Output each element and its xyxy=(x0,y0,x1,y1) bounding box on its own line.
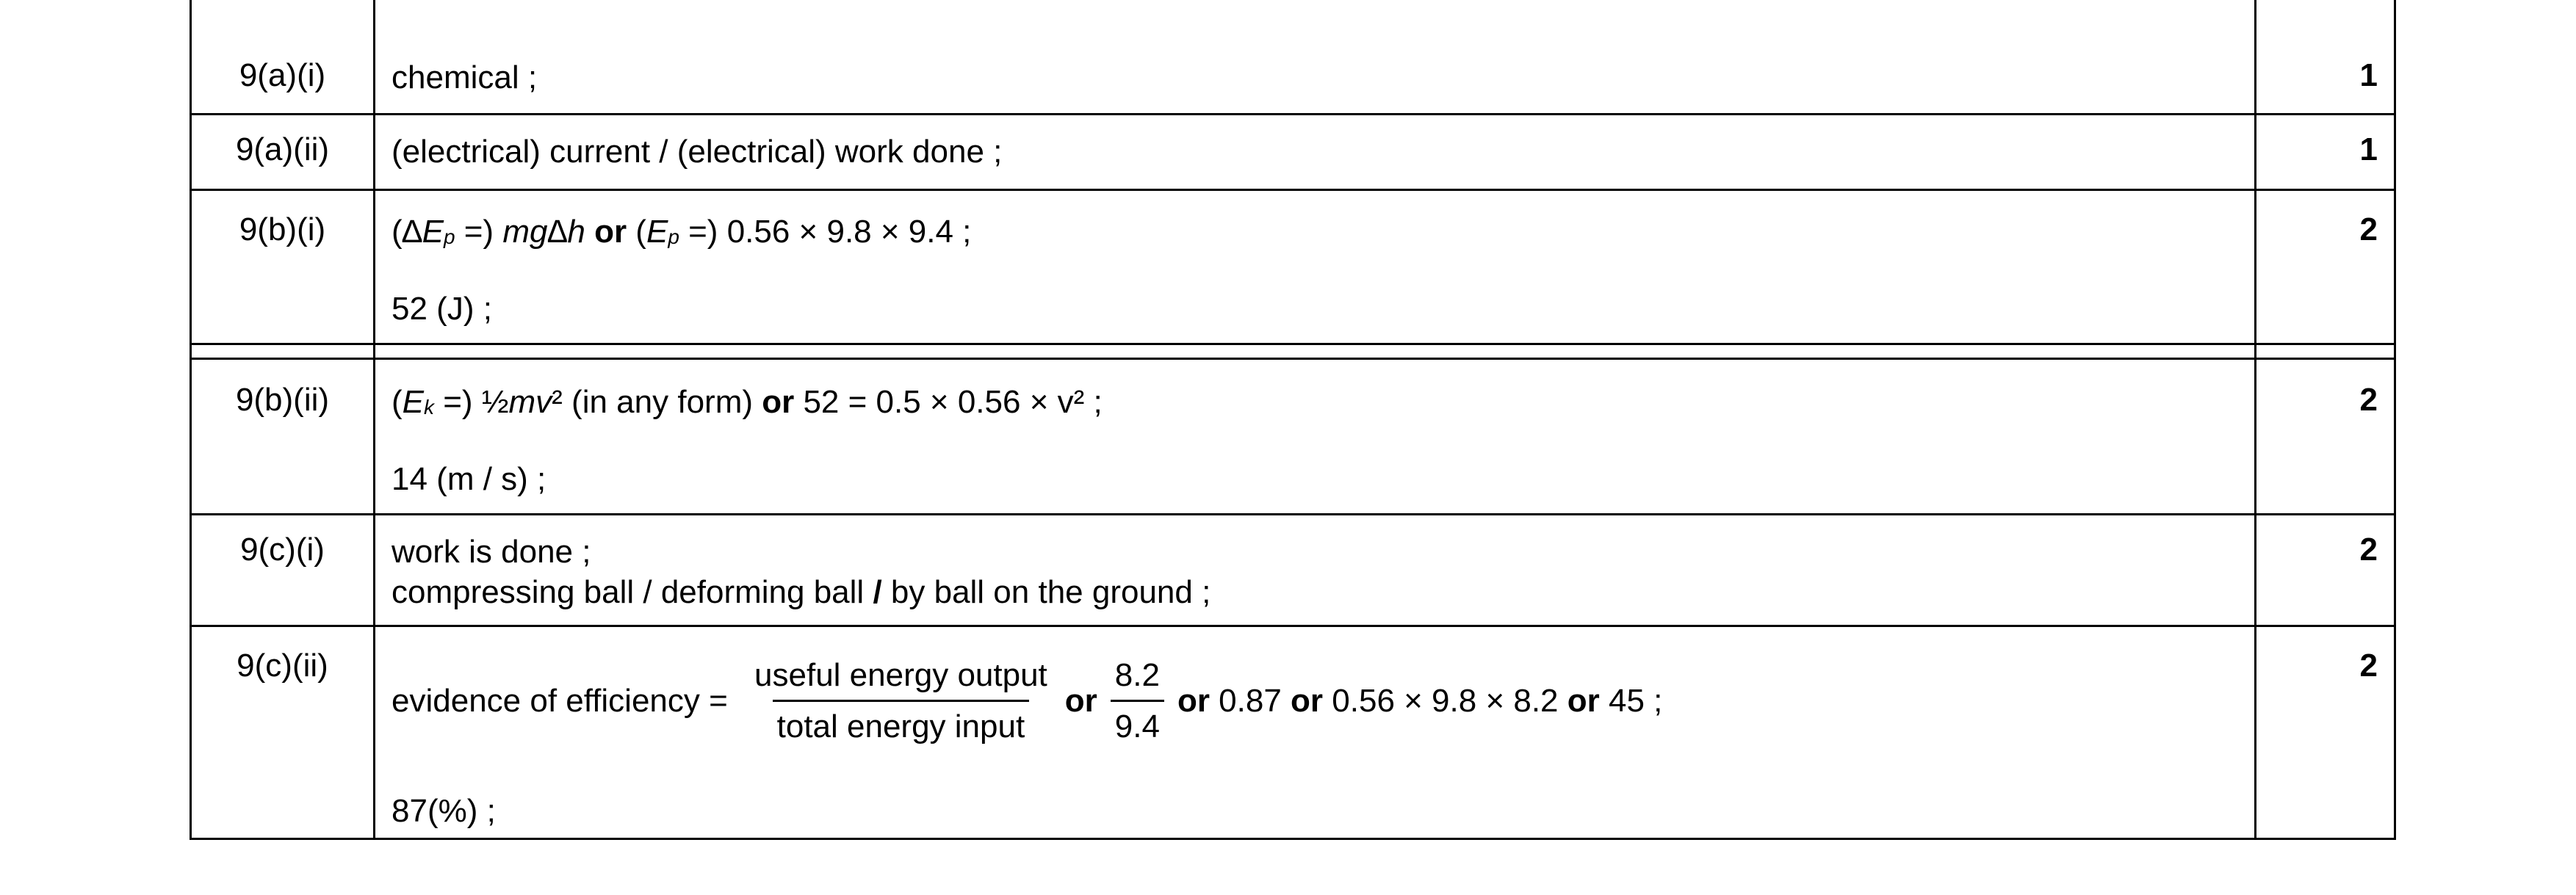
text-span: evidence of efficiency = xyxy=(392,683,737,719)
text-span: =) 0.56 × 9.8 × 9.4 ; xyxy=(679,214,972,250)
answer-text: chemical ; xyxy=(392,59,538,95)
or-keyword: or xyxy=(1291,683,1324,719)
table-row xyxy=(192,360,2394,515)
question-number: 9(a)(ii) xyxy=(192,115,375,189)
answer-cell xyxy=(375,627,2254,838)
answer-line: 87(%) ; xyxy=(392,793,496,829)
separator-cell xyxy=(192,345,375,358)
answer-line: work is done ; xyxy=(392,534,591,570)
question-number: 9(c)(ii) xyxy=(192,627,375,838)
subscript-k: k xyxy=(424,396,435,418)
answer-line: 52 (J) ; xyxy=(392,291,492,327)
fraction-numerator: useful energy output xyxy=(754,657,1047,693)
table-row xyxy=(192,515,2394,627)
question-number: 9(a)(i) xyxy=(192,0,375,113)
fraction-denominator: 9.4 xyxy=(1111,700,1164,747)
answer-cell xyxy=(375,360,2254,513)
separator-cell xyxy=(2254,345,2394,358)
or-keyword: or xyxy=(1064,683,1097,719)
text-span: (in any form) xyxy=(562,384,762,420)
bold-slash: / xyxy=(873,574,882,610)
answer-line xyxy=(392,211,2254,252)
or-keyword: or xyxy=(1177,683,1210,719)
marks-cell: 1 xyxy=(2254,0,2394,113)
separator-cell xyxy=(375,345,2254,358)
text-span: 0.87 xyxy=(1209,683,1291,719)
text-span: (∆ xyxy=(392,214,422,250)
marks-cell: 2 xyxy=(2254,515,2394,625)
answer-line xyxy=(392,382,2254,422)
marks-cell: 1 xyxy=(2254,115,2394,189)
table-row xyxy=(192,115,2394,191)
answer-cell xyxy=(375,515,2254,625)
answer-text: (electrical) current / (electrical) work done ; xyxy=(392,134,1003,170)
question-number: 9(b)(ii) xyxy=(192,360,375,513)
answer-cell xyxy=(375,0,2254,113)
table-row xyxy=(192,627,2394,840)
ratio-fraction xyxy=(1111,655,1164,747)
table-row xyxy=(192,191,2394,345)
efficiency-fraction xyxy=(750,655,1052,747)
answer-line xyxy=(392,572,2254,612)
or-keyword: or xyxy=(594,214,627,250)
efficiency-line xyxy=(392,655,2254,747)
question-number: 9(c)(i) xyxy=(192,515,375,625)
squared: ² xyxy=(552,384,563,420)
text-span: =) ½ xyxy=(434,384,509,420)
or-keyword: or xyxy=(762,384,795,420)
formula-mgdh: mg∆h xyxy=(502,214,585,250)
subscript-p: p xyxy=(668,225,679,248)
text-span: by ball on the ground ; xyxy=(881,574,1211,610)
mark-scheme-table xyxy=(190,0,2396,840)
question-number: 9(b)(i) xyxy=(192,191,375,343)
fraction-denominator: total energy input xyxy=(773,700,1030,747)
text-span: compressing ball / deforming ball xyxy=(392,574,873,610)
subscript-p: p xyxy=(443,225,455,248)
table-row xyxy=(192,0,2394,115)
answer-line: 14 (m / s) ; xyxy=(392,461,546,497)
answer-cell xyxy=(375,191,2254,343)
symbol-e: E xyxy=(422,214,444,250)
marks-cell: 2 xyxy=(2254,360,2394,513)
fraction-numerator: 8.2 xyxy=(1114,657,1160,693)
text-span: 52 = 0.5 × 0.56 × v² ; xyxy=(794,384,1103,420)
text-span: ( xyxy=(627,214,646,250)
answer-cell xyxy=(375,115,2254,189)
symbol-e: E xyxy=(402,384,425,420)
text-span: ( xyxy=(392,384,403,420)
formula-mv: mv xyxy=(508,384,552,420)
text-span: 0.56 × 9.8 × 8.2 xyxy=(1323,683,1567,719)
text-span: =) xyxy=(455,214,503,250)
text-span: 45 ; xyxy=(1599,683,1663,719)
marks-cell: 2 xyxy=(2254,191,2394,343)
symbol-e: E xyxy=(646,214,668,250)
marks-cell: 2 xyxy=(2254,627,2394,838)
or-keyword: or xyxy=(1567,683,1600,719)
row-separator xyxy=(192,345,2394,360)
